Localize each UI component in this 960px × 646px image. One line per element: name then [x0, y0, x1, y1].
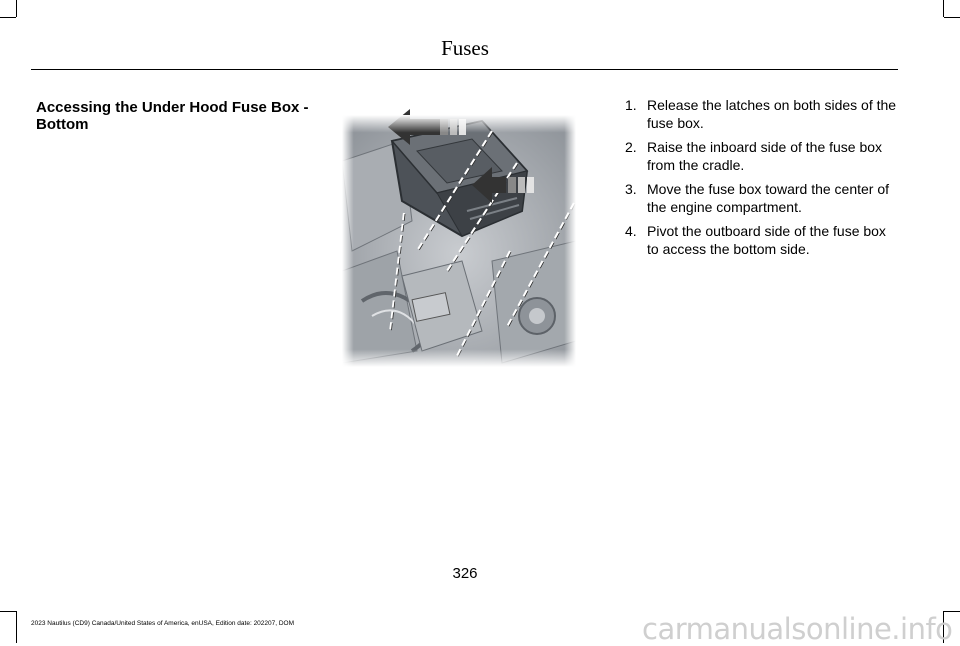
fuse-box-removal-illustration: [342, 101, 576, 367]
list-item: [625, 97, 897, 132]
step-number: 3.: [625, 181, 637, 197]
crop-mark: [0, 611, 16, 612]
crop-mark: [16, 611, 17, 643]
section-heading: Accessing the Under Hood Fuse Box - Bottom: [36, 99, 309, 133]
crop-mark: [0, 17, 16, 18]
page-title: Fuses: [441, 36, 489, 60]
watermark: carmanualsonline.info: [642, 612, 953, 646]
step-number: 1.: [625, 97, 637, 113]
step-text: Move the fuse box toward the center of the engine compartment.: [647, 181, 890, 215]
instruction-steps: [625, 97, 897, 265]
step-number: 4.: [625, 223, 637, 239]
header-divider: [31, 69, 898, 70]
page-number: 326: [452, 565, 478, 582]
step-text: Release the latches on both sides of the fuse box.: [647, 97, 897, 131]
edition-footer: 2023 Nautilus (CD9) Canada/United States of America, enUSA, Edition date: 202207, DOM: [31, 620, 295, 627]
list-item: [625, 223, 897, 258]
crop-mark: [16, 0, 17, 17]
step-number: 2.: [625, 139, 637, 155]
crop-mark: [943, 0, 944, 17]
step-text: Pivot the outboard side of the fuse box to access the bottom side.: [647, 223, 886, 257]
list-item: [625, 139, 897, 174]
crop-mark: [944, 17, 960, 18]
list-item: [625, 181, 897, 216]
step-text: Raise the inboard side of the fuse box from the cradle.: [647, 139, 883, 173]
